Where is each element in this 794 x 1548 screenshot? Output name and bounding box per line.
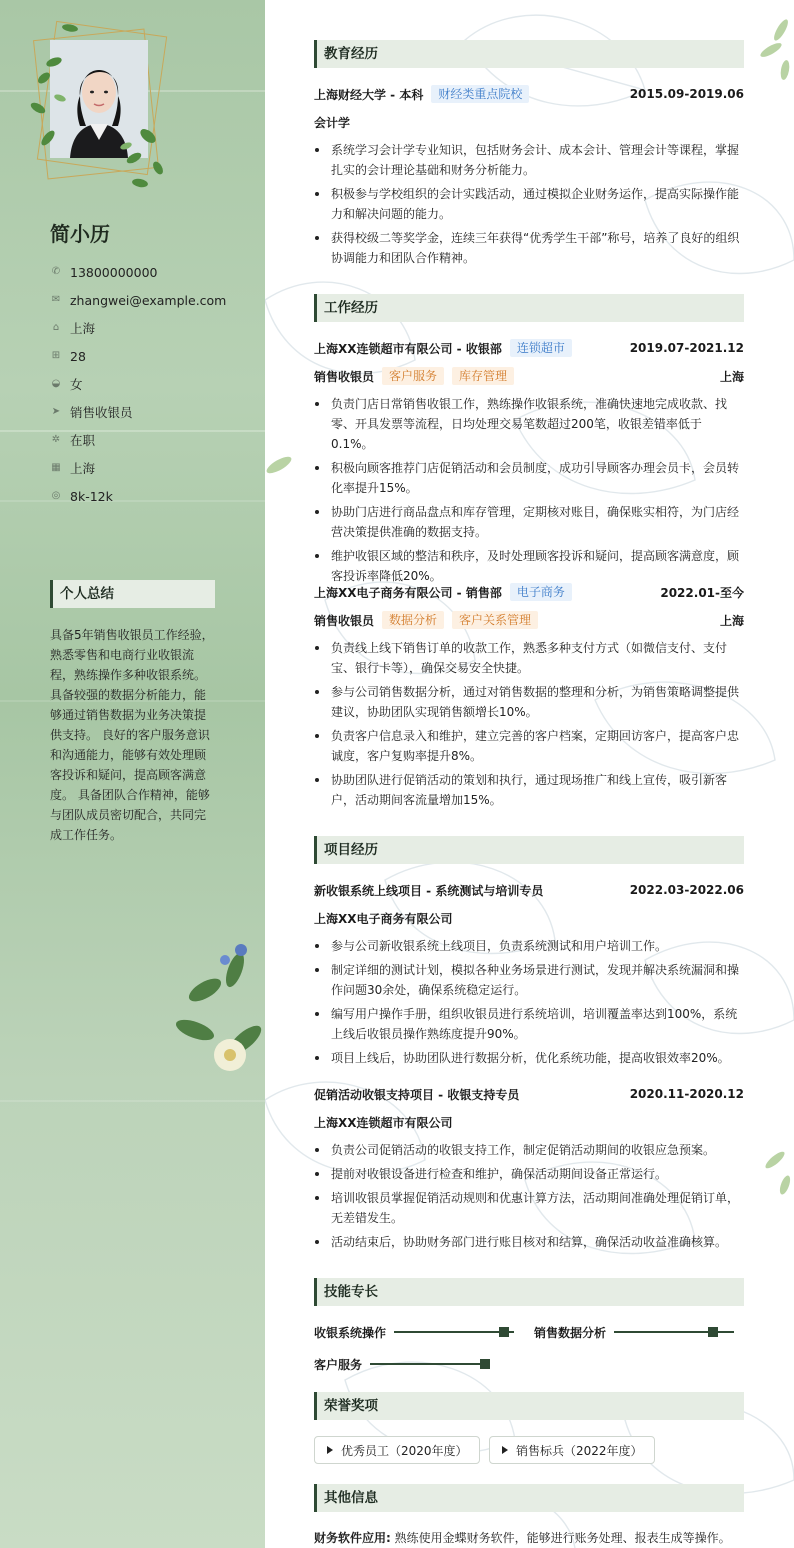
major (314, 112, 744, 132)
skill-name: 销售数据分析 (534, 1325, 607, 1340)
send-icon: ➤ (51, 406, 61, 417)
education-header (314, 84, 744, 104)
contact-row (50, 398, 250, 426)
bullet-list (314, 140, 744, 272)
skill-level-bar (370, 1363, 490, 1365)
bullet-list (314, 638, 744, 814)
contact-row (50, 370, 250, 398)
avatar (30, 18, 170, 198)
flower-decoration-icon (175, 930, 265, 1090)
bullet-item: 系统学习会计学专业知识，包括财务会计、成本会计、管理会计等课程，掌握扎实的会计理论基础和财务分析能力。 (314, 140, 744, 180)
other-text: 熟练使用金蝶财务软件，能够进行账务处理、报表生成等操作。 (394, 1531, 731, 1545)
project-header (314, 880, 744, 900)
award-text: 优秀员工（2020年度） (341, 1443, 468, 1458)
bullet-list (314, 936, 744, 1072)
bullet-item: 编写用户操作手册，组织收银员进行系统培训，培训覆盖率达到100%，系统上线后收银员操作熟练度提升90%。 (314, 1004, 744, 1044)
project-name: 促销活动收银支持项目 - 收银支持专员 (314, 1087, 520, 1102)
contact-text: zhangwei@example.com (70, 292, 227, 308)
skill-tag: 客户服务 (382, 367, 444, 385)
skill-level-knob (499, 1327, 509, 1337)
project-company-name: 上海XX电子商务有限公司 (314, 911, 453, 926)
bullet-item: 获得校级二等奖学金，连续三年获得“优秀学生干部”称号，培养了良好的组织协调能力和团队合作精神。 (314, 228, 744, 268)
awards-section-title: 荣誉奖项 (314, 1392, 744, 1420)
skill-item (314, 1322, 514, 1342)
skill-tag: 数据分析 (382, 611, 444, 629)
triangle-icon (327, 1446, 333, 1454)
contact-row (50, 314, 250, 342)
project-date: 2020.11-2020.12 (629, 1087, 744, 1101)
skill-level-knob (708, 1327, 718, 1337)
bullet-item: 项目上线后，协助团队进行数据分析，优化系统功能，提高收银效率20%。 (314, 1048, 744, 1068)
skill-level-bar (394, 1331, 514, 1333)
skill-tag: 客户关系管理 (452, 611, 538, 629)
job-header (314, 582, 744, 602)
work-section-title: 工作经历 (314, 294, 744, 322)
skill-level-bar (614, 1331, 734, 1333)
other-label: 财务软件应用: (314, 1531, 391, 1545)
contact-row (50, 342, 250, 370)
contact-text: 在职 (70, 433, 96, 448)
bullet-list (314, 394, 744, 590)
industry-tag: 电子商务 (510, 583, 572, 601)
bullet-item: 制定详细的测试计划，模拟各种业务场景进行测试，发现并解决系统漏洞和操作问题30余处，确保系统稳定运行。 (314, 960, 744, 1000)
project-company (314, 908, 744, 928)
job-role-row (314, 610, 744, 630)
bullet-item: 参与公司新收银系统上线项目，负责系统测试和用户培训工作。 (314, 936, 744, 956)
bullet-item: 负责线上线下销售订单的收款工作，熟悉多种支付方式（如微信支付、支付宝、银行卡等），确保交易安全快捷。 (314, 638, 744, 678)
bullet-item: 积极向顾客推荐门店促销活动和会员制度，成功引导顾客办理会员卡，会员转化率提升15%。 (314, 458, 744, 498)
industry-tag: 连锁超市 (510, 339, 572, 357)
status-icon: ✲ (51, 434, 61, 445)
main-content (265, 0, 794, 1548)
company-name: 上海XX连锁超市有限公司 - 收银部 (314, 341, 502, 356)
education-date: 2015.09-2019.06 (629, 87, 744, 101)
contact-text: 28 (70, 348, 86, 364)
contact-text: 上海 (70, 461, 96, 476)
skills-section-title: 技能专长 (314, 1278, 744, 1306)
triangle-icon (502, 1446, 508, 1454)
contact-row (50, 258, 250, 286)
major-name: 会计学 (314, 115, 351, 130)
company-name: 上海XX电子商务有限公司 - 销售部 (314, 585, 502, 600)
bullet-item: 负责客户信息录入和维护，建立完善的客户档案，定期回访客户，提高客户忠诚度，客户复购率提升8%。 (314, 726, 744, 766)
bullet-item: 负责门店日常销售收银工作，熟练操作收银系统，准确快速地完成收款、找零、开具发票等流程，日均处理交易笔数超过200笔，收银差错率低于0.1%。 (314, 394, 744, 454)
job-role: 销售收银员 (314, 613, 375, 628)
skill-name: 收银系统操作 (314, 1325, 387, 1340)
sidebar (0, 0, 265, 1548)
contact-text: 13800000000 (70, 264, 158, 280)
contact-text: 销售收银员 (70, 405, 133, 420)
award-item (314, 1436, 480, 1464)
job-city: 上海 (719, 369, 744, 384)
bullet-list (314, 1140, 744, 1256)
job-header (314, 338, 744, 358)
bullet-item: 协助门店进行商品盘点和库存管理，定期核对账目，确保账实相符，为门店经营决策提供准确的数据支持。 (314, 502, 744, 542)
bullet-item: 积极参与学校组织的会计实践活动，通过模拟企业财务运作，提高实际操作能力和解决问题的能力。 (314, 184, 744, 224)
school-name: 上海财经大学 - 本科 (314, 87, 424, 102)
project-name: 新收银系统上线项目 - 系统测试与培训专员 (314, 883, 544, 898)
contact-text: 女 (70, 377, 83, 392)
bullet-item: 协助团队进行促销活动的策划和执行，通过现场推广和线上宣传，吸引新客户，活动期间客流量增加15%。 (314, 770, 744, 810)
phone-icon: ✆ (51, 266, 61, 277)
job-role: 销售收银员 (314, 369, 375, 384)
skill-item (314, 1354, 490, 1374)
bullet-item: 负责公司促销活动的收银支持工作，制定促销活动期间的收银应急预案。 (314, 1140, 744, 1160)
award-text: 销售标兵（2022年度） (516, 1443, 643, 1458)
other-section-title: 其他信息 (314, 1484, 744, 1512)
bullet-item: 活动结束后，协助财务部门进行账目核对和结算，确保活动收益准确核算。 (314, 1232, 744, 1252)
other-info (314, 1529, 744, 1546)
contact-row (50, 454, 250, 482)
contact-row (50, 426, 250, 454)
award-item (489, 1436, 655, 1464)
home-icon: ⌂ (52, 322, 60, 333)
job-date: 2022.01-至今 (660, 585, 744, 600)
leaf-decoration-icon (30, 18, 170, 198)
skill-tag: 库存管理 (452, 367, 514, 385)
bullet-item: 参与公司销售数据分析，通过对销售数据的整理和分析，为销售策略调整提供建议，协助团队实现销售额增长10%。 (314, 682, 744, 722)
job-role-row (314, 366, 744, 386)
project-company (314, 1112, 744, 1132)
summary-title: 个人总结 (50, 580, 215, 608)
gender-icon: ◒ (51, 378, 61, 389)
candidate-name: 简小历 (50, 222, 110, 246)
skill-level-knob (480, 1359, 490, 1369)
bullet-item: 维护收银区域的整洁和秩序，及时处理顾客投诉和疑问，提高顾客满意度，顾客投诉率降低20%。 (314, 546, 744, 586)
job-city: 上海 (719, 613, 744, 628)
bullet-item: 培训收银员掌握促销活动规则和优惠计算方法，活动期间准确处理促销订单，无差错发生。 (314, 1188, 744, 1228)
job-date: 2019.07-2021.12 (629, 341, 744, 355)
project-company-name: 上海XX连锁超市有限公司 (314, 1115, 453, 1130)
contact-row (50, 286, 250, 314)
skill-item (534, 1322, 734, 1342)
salary-icon: ◎ (51, 490, 61, 501)
education-section-title: 教育经历 (314, 40, 744, 68)
bullet-item: 提前对收银设备进行检查和维护，确保活动期间设备正常运行。 (314, 1164, 744, 1184)
project-date: 2022.03-2022.06 (629, 883, 744, 897)
summary-text: 具备5年销售收银员工作经验，熟悉零售和电商行业收银流程，熟练操作多种收银系统。具备较强的数据分析能力，能够通过销售数据为业务决策提供支持。 良好的客户服务意识和沟通能力，能够有效处理顾客投诉和疑问，提高顾客满意度。 具备团队合作精神，能够与团队成员密切配合，共同完成工作任务。 (50, 628, 214, 842)
contact-text: 上海 (70, 321, 96, 336)
school-tag: 财经类重点院校 (431, 85, 529, 103)
project-header (314, 1084, 744, 1104)
skill-name: 客户服务 (314, 1357, 363, 1372)
contact-info (50, 258, 250, 510)
city-icon: ▦ (51, 462, 61, 473)
contact-text: 8k-12k (70, 488, 113, 504)
age-icon: ⊞ (51, 350, 61, 361)
mail-icon: ✉ (51, 294, 61, 305)
contact-row (50, 482, 250, 510)
projects-section-title: 项目经历 (314, 836, 744, 864)
